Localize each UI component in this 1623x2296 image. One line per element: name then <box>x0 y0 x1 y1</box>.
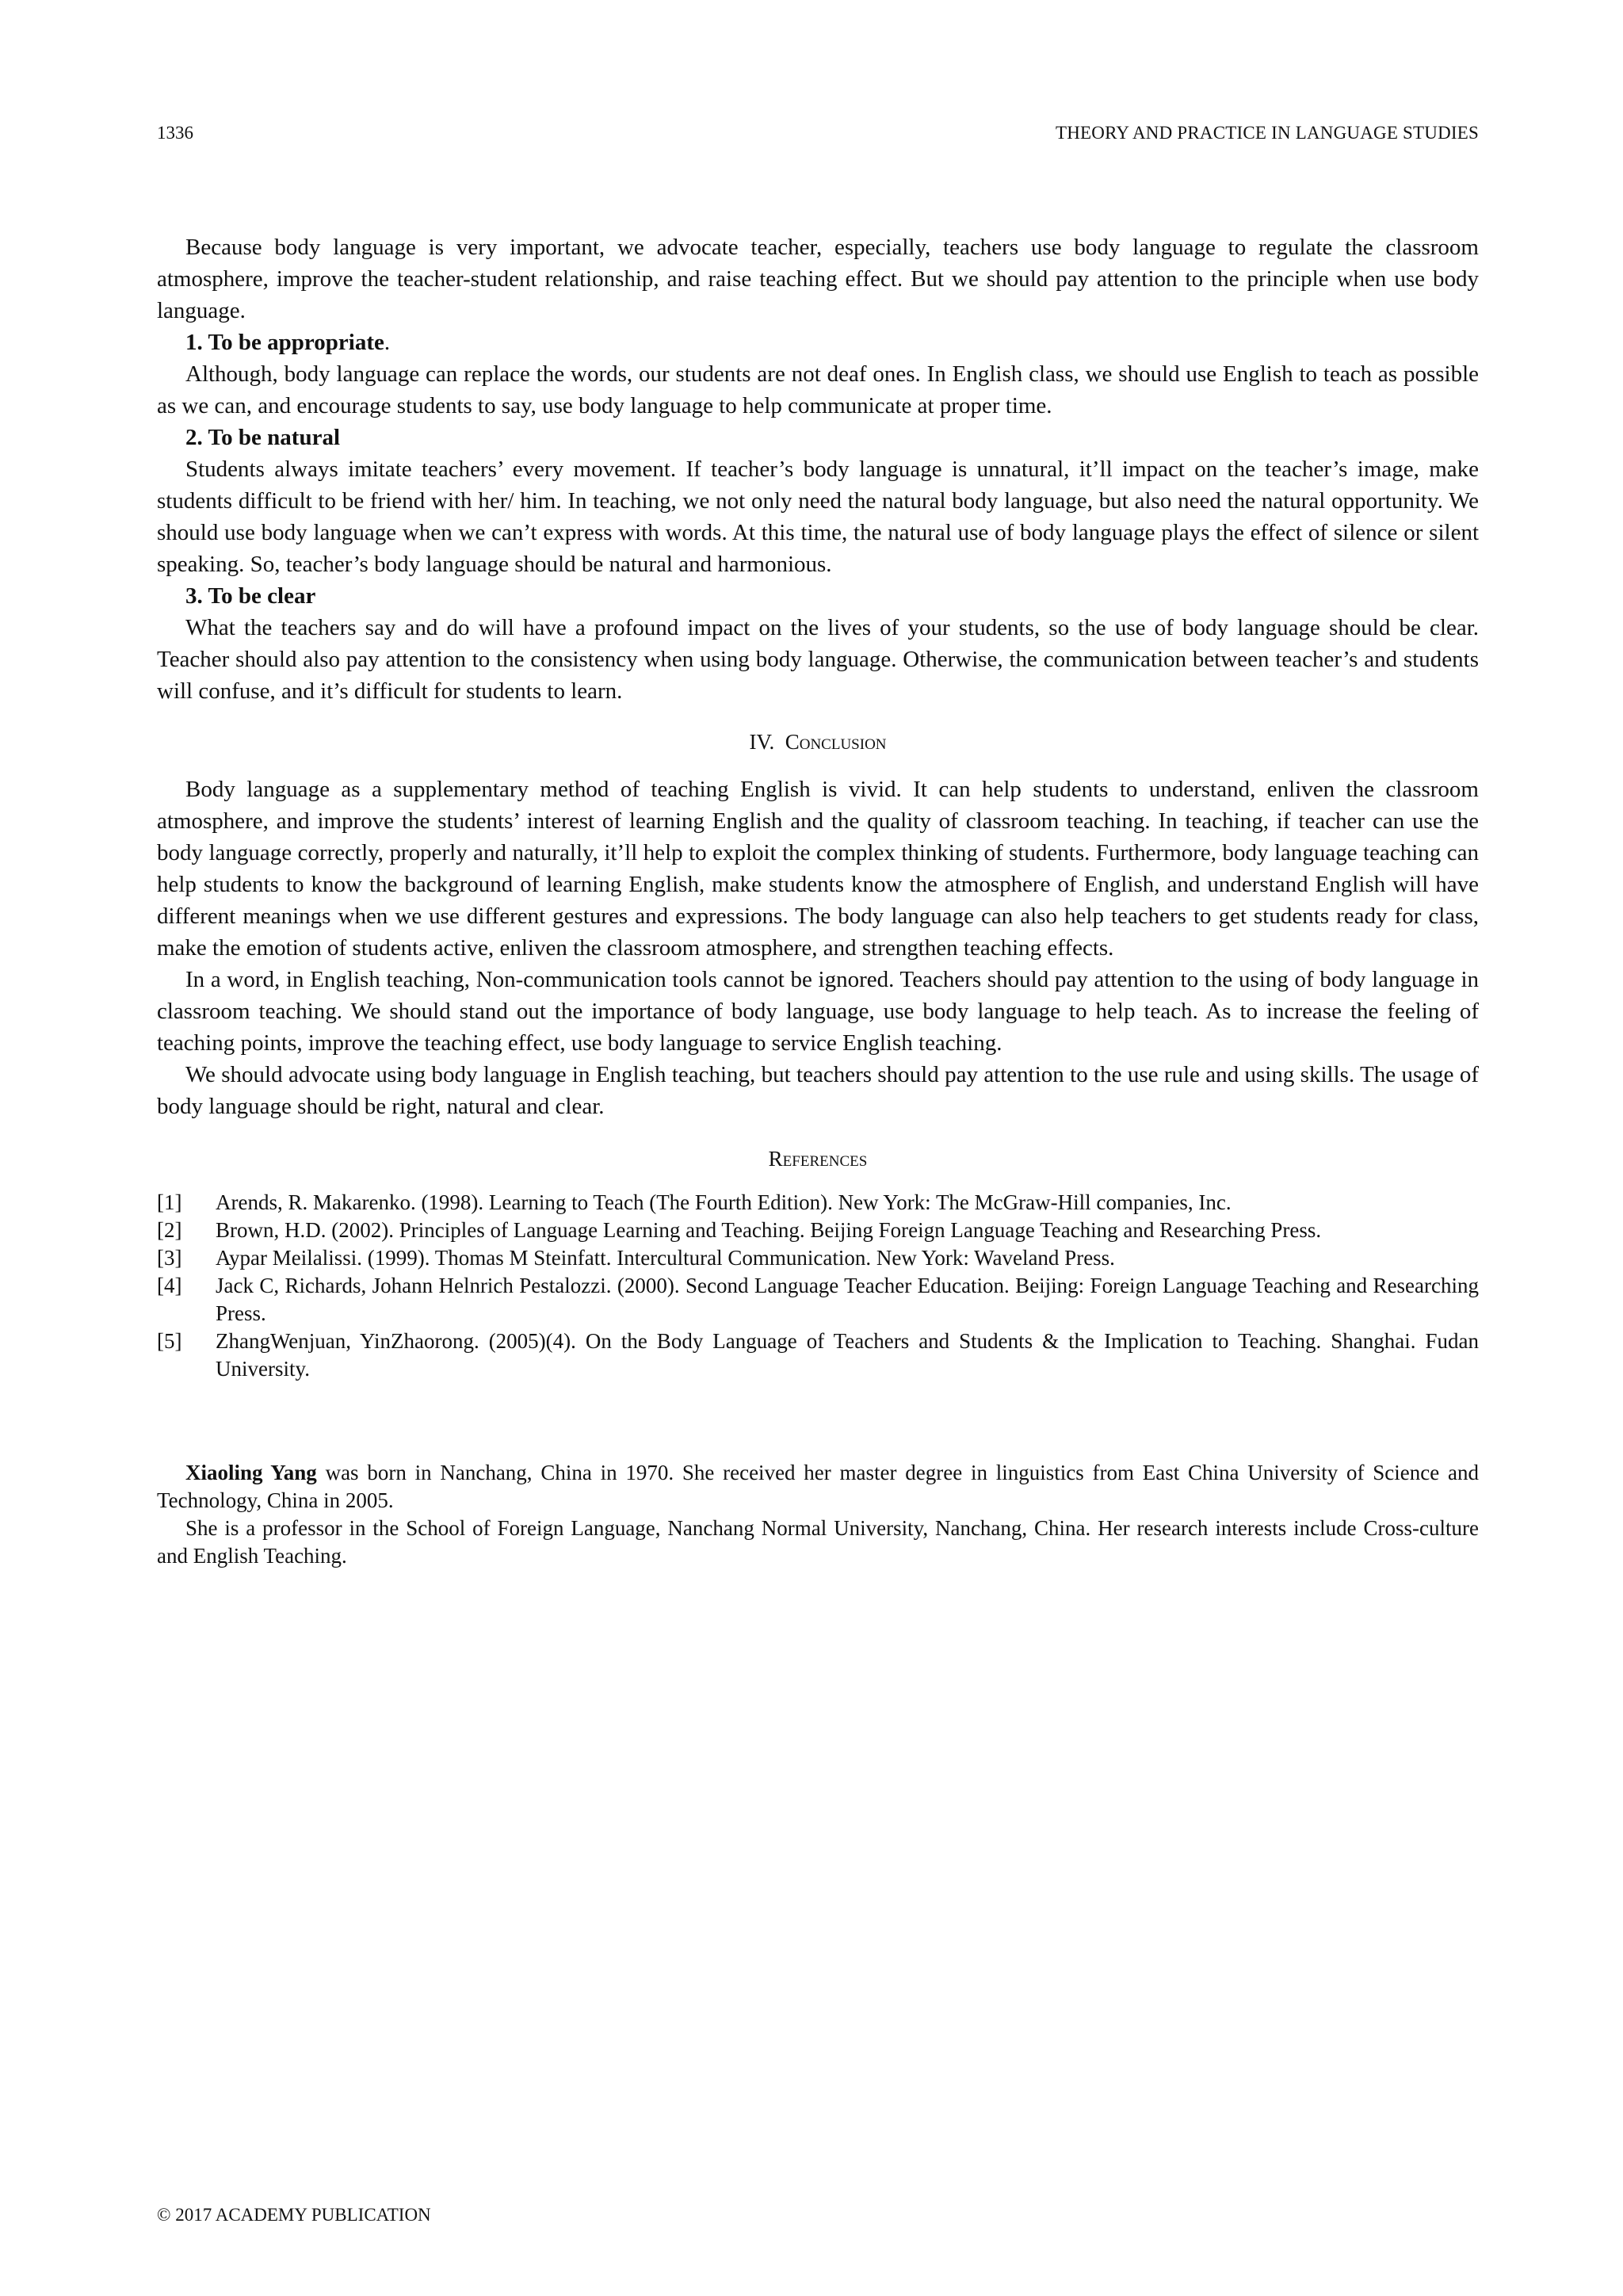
bio-paragraph-2: She is a professor in the School of Foreign Language, Nanchang Normal University, Nanchang, China. Her research interests include Cross-culture and English Teaching. <box>157 1516 1479 1568</box>
bio-paragraph-1 <box>157 1459 1479 1515</box>
principle-text-2: Students always imitate teachers’ every movement. If teacher’s body language is unnatural, it’ll impact on the teacher’s image, make students difficult to be friend with her/ him. In teaching, we not only need the natural body language, but also need the natural opportunity. We should use body language when we can’t express with words. At this time, the natural use of body language plays the effect of silence or silent speaking. So, teacher’s body language should be natural and harmonious. <box>157 457 1479 577</box>
principle-heading-3-text: 3. To be clear <box>185 583 316 609</box>
reference-item <box>157 1244 1479 1272</box>
principle-text-3: What the teachers say and do will have a profound impact on the lives of your students, so the use of body language should be clear. Teacher should also pay attention to the consistency when using body language. Otherwise, the communication between teacher’s and students will confuse, and it’s difficult for students to learn. <box>157 615 1479 704</box>
reference-text: Aypar Meilalissi. (1999). Thomas M Steinfatt. Intercultural Communication. New York: Waveland Press. <box>216 1246 1115 1270</box>
author-bio <box>157 1459 1479 1570</box>
article-body <box>157 231 1479 1570</box>
reference-item <box>157 1189 1479 1217</box>
conclusion-paragraph-3: We should advocate using body language in English teaching, but teachers should pay attention to the use rule and using skills. The usage of body language should be right, natural and clear. <box>157 1062 1479 1119</box>
reference-item <box>157 1217 1479 1244</box>
copyright-footer: © 2017 ACADEMY PUBLICATION <box>157 2205 431 2225</box>
bio-paragraph-1-text: was born in Nanchang, China in 1970. She received her master degree in linguistics from East China University of Science and Technology, China in 2005. <box>157 1461 1479 1512</box>
principle-heading-1 <box>157 327 1479 358</box>
conclusion-paragraph-1: Body language as a supplementary method of teaching English is vivid. It can help students to understand, enliven the classroom atmosphere, and improve the students’ interest of learning English and the quality of classroom teaching. In teaching, if teacher can use the body language correctly, properly and naturally, it’ll help to exploit the complex thinking of students. Furthermore, body language teaching can help students to know the background of learning English, make students know the atmosphere of English, and understand English will have different meanings when we use different gestures and expressions. The body language can also help teachers to get students ready for class, make the emotion of students active, enliven the classroom atmosphere, and strengthen teaching effects. <box>157 777 1479 961</box>
reference-text: ZhangWenjuan, YinZhaorong. (2005)(4). On the Body Language of Teachers and Students & the Implication to Teaching. Shanghai. Fudan University. <box>216 1329 1479 1381</box>
conclusion-number: IV. <box>749 730 775 754</box>
reference-list <box>157 1189 1479 1383</box>
journal-title: THEORY AND PRACTICE IN LANGUAGE STUDIES <box>1055 123 1479 143</box>
reference-number: [4] <box>157 1274 182 1297</box>
principle-heading-2-text: 2. To be natural <box>185 425 340 450</box>
conclusion-paragraph-2: In a word, in English teaching, Non-communication tools cannot be ignored. Teachers should pay attention to the using of body language in classroom teaching. We should stand out the importance of body language, use body language to help teach. As to increase the feeling of teaching points, improve the teaching effect, use body language to service English teaching. <box>157 967 1479 1056</box>
reference-item <box>157 1272 1479 1328</box>
reference-number: [5] <box>157 1329 182 1353</box>
conclusion-heading <box>157 728 1479 756</box>
reference-number: [2] <box>157 1218 182 1242</box>
reference-item <box>157 1328 1479 1383</box>
page-number: 1336 <box>157 123 193 143</box>
principle-text-1: Although, body language can replace the words, our students are not deaf ones. In English class, we should use English to teach as possible as we can, and encourage students to say, use body language to help communicate at proper time. <box>157 361 1479 418</box>
principle-heading-1-text: 1. To be appropriate <box>185 330 384 355</box>
principle-heading-3 <box>157 580 1479 612</box>
author-name: Xiaoling Yang <box>185 1461 317 1484</box>
principle-heading-2 <box>157 422 1479 453</box>
principle-heading-1-trail: . <box>384 330 391 355</box>
reference-number: [1] <box>157 1190 182 1214</box>
references-heading: References <box>768 1147 868 1171</box>
intro-paragraph: Because body language is very important, we advocate teacher, especially, teachers use body language to regulate the classroom atmosphere, improve the teacher-student relationship, and raise teaching effect. But we should pay attention to the principle when use body language. <box>157 235 1479 323</box>
conclusion-title: Conclusion <box>785 730 887 754</box>
reference-text: Brown, H.D. (2002). Principles of Language Learning and Teaching. Beijing Foreign Language Teaching and Researching Press. <box>216 1218 1322 1242</box>
reference-number: [3] <box>157 1246 182 1270</box>
reference-text: Jack C, Richards, Johann Helnrich Pestalozzi. (2000). Second Language Teacher Education. Beijing: Foreign Language Teaching and Researching Press. <box>216 1274 1479 1325</box>
reference-text: Arends, R. Makarenko. (1998). Learning to Teach (The Fourth Edition). New York: The McGraw-Hill companies, Inc. <box>216 1190 1232 1214</box>
running-header <box>157 120 1479 146</box>
